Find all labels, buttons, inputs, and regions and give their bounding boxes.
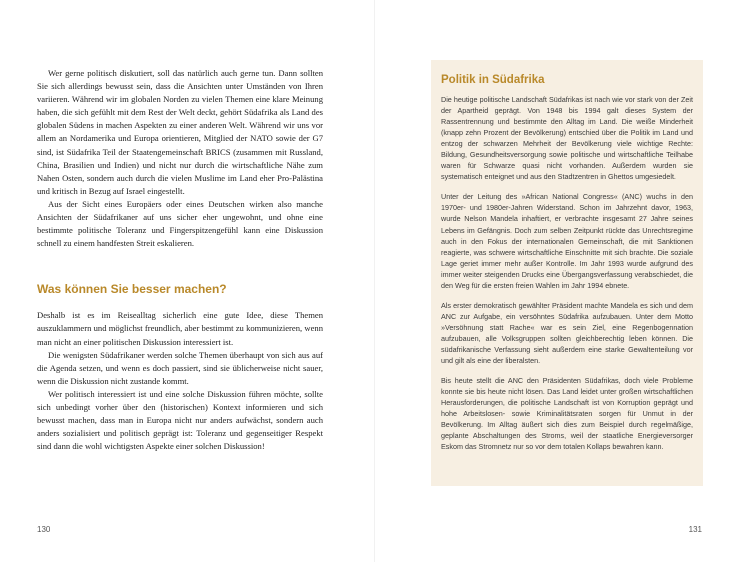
info-box-paragraph: Bis heute stellt die ANC den Präsidenten Südafrikas, doch viele Probleme konnte sie bis heute nicht lösen. Das Land leidet unter großen wirtschaftlichen Herausforderungen, die politische Landschaft ist von Korruption geprägt und hohe Arbeitslosen- sowie Kriminalitätsraten sorgen für Unmut in der Bevölkerung. Im Alltag äußert sich dies zum Beispiel durch regelmäßige, geplante Abschaltungen des Stroms, weil der staatliche Energieversorger Eskom das Stromnetz nur so vor dem totalen Kollaps bewahren kann. xyxy=(441,376,693,452)
body-paragraph: Deshalb ist es im Reisealltag sicherlich eine gute Idee, diese Themen auszuklammern und möglichst freundlich, aber bestimmt zu kommunizieren, wenn man nicht an einer politischen Diskussion interessiert ist. xyxy=(37,310,323,347)
info-box-paragraph: Unter der Leitung des »African National Congress« (ANC) wuchs in den 1970er- und 1980er-Jahren Widerstand. Schon im Jahrzehnt davor, 1963, wurde Nelson Mandela inhaftiert, er verbrachte insgesamt 27 Jahre seines Lebens im Gefängnis. Doch zum selben Zeitpunkt rückte das Unrechtsregime auch in den Fokus der internationalen Gemeinschaft, die mit Sanktionen reagierte, was schwere wirtschaftliche Einschnitte mit sich brachte. Die soziale Lage geriet immer mehr außer Kontrolle. Im Jahr 1993 wurde aufgrund des immer weiter steigenden Drucks eine Übergangsverfassung verabschiedet, die den Weg für die ersten freien Wahlen im Jahr 1994 ebnete. xyxy=(441,192,693,290)
page-number-left: 130 xyxy=(37,525,51,534)
info-box-paragraph: Als erster demokratisch gewählter Präsident machte Mandela es sich und dem ANC zur Aufgabe, ein versöhntes Südafrika aufzubauen. Unter dem Motto »Versöhnung statt Rache« war es sein Ziel, eine Regenbogennation aufzubauen, alle Volksgruppen sollten gleichberechtig leben können. Die südafrikanische Verfassung sieht außerdem eine starke Gewaltenteilung vor und gilt als eine der liberalsten. xyxy=(441,300,693,366)
body-paragraph: Aus der Sicht eines Europäers oder eines Deutschen wirken also manche Ansichten der Südafrikaner auf uns sicher eher ungewohnt, und ohne eine bestimmte politische Toleranz und Fingerspitzengefühl kann eine Diskussion schnell zu einem handfesten Streit eskalieren. xyxy=(37,198,323,249)
left-text-column xyxy=(37,67,323,453)
info-box xyxy=(431,60,703,486)
info-box-title: Politik in Südafrika xyxy=(441,74,545,86)
info-box-paragraph: Die heutige politische Landschaft Südafrikas ist nach wie vor stark von der Zeit der Apartheid geprägt. Von 1948 bis 1994 galt dieses System der Rassentrennung und bestimmte den Alltag im Land. Die weiße Minderheit (knapp zehn Prozent der Bevölkerung) entschied über die Politik im Land und entzog der schwarzen Mehrheit der Bevölkerung viele wichtige Rechte: Bildung, Gesundheitsversorgung sowie politische und wirtschaftliche Teilhabe waren für Schwarze quasi nicht vorhanden. Außerdem wurden sie systematisch enteignet und aus den Stadtzentren in Ghettos umgesiedelt. xyxy=(441,95,693,182)
body-paragraph: Wer gerne politisch diskutiert, soll das natürlich auch gerne tun. Dann sollten Sie sich allerdings bewusst sein, dass die Ansichten unter Umständen von Ihren variieren. Während wir im globalen Norden zu vielen Themen eine klare Meinung haben, die sich gefühlt mit dem Rest der Welt deckt, gehört Südafrika als Land des globalen Südens in machen Aspekten zu einer anderen Welt. Während wir uns vor allem an Nordamerika und Europa orientieren, Mitglied der NATO sowie der G7 sind, ist Südafrika Teil der Staatengemeinschaft BRICS (zusammen mit Russland, China, Brasilien und Indien) und nicht nur durch die wirtschaftliche Nähe zum Nahen Osten, sondern auch durch die vielen Muslime im Land eher Pro-Palästina und kritisch in Bezug auf Israel eingestellt. xyxy=(37,68,323,196)
right-page xyxy=(375,0,750,562)
info-box-content xyxy=(441,74,693,461)
section-heading: Was können Sie besser machen? xyxy=(37,282,227,297)
body-paragraph: Die wenigsten Südafrikaner werden solche Themen überhaupt von sich aus auf die Agenda setzen, und wenn es doch passiert, sind sie üblicherweise nicht sauer, wenn die Diskussion nicht zustande kommt. xyxy=(37,349,323,386)
page-number-right: 131 xyxy=(688,525,702,534)
body-paragraph: Wer politisch interessiert ist und eine solche Diskussion führen möchte, sollte sich unbedingt vorher über den (historischen) Kontext informieren und sich bewusst machen, dass man in Europa nicht nur anders aufwächst, sondern auch anders sozialisiert und politisch geprägt ist: Toleranz und gegenseitiger Respekt sind dann die wohl wichtigsten Aspekte einer solchen Diskussion! xyxy=(37,388,323,452)
section-spacer xyxy=(37,250,323,282)
